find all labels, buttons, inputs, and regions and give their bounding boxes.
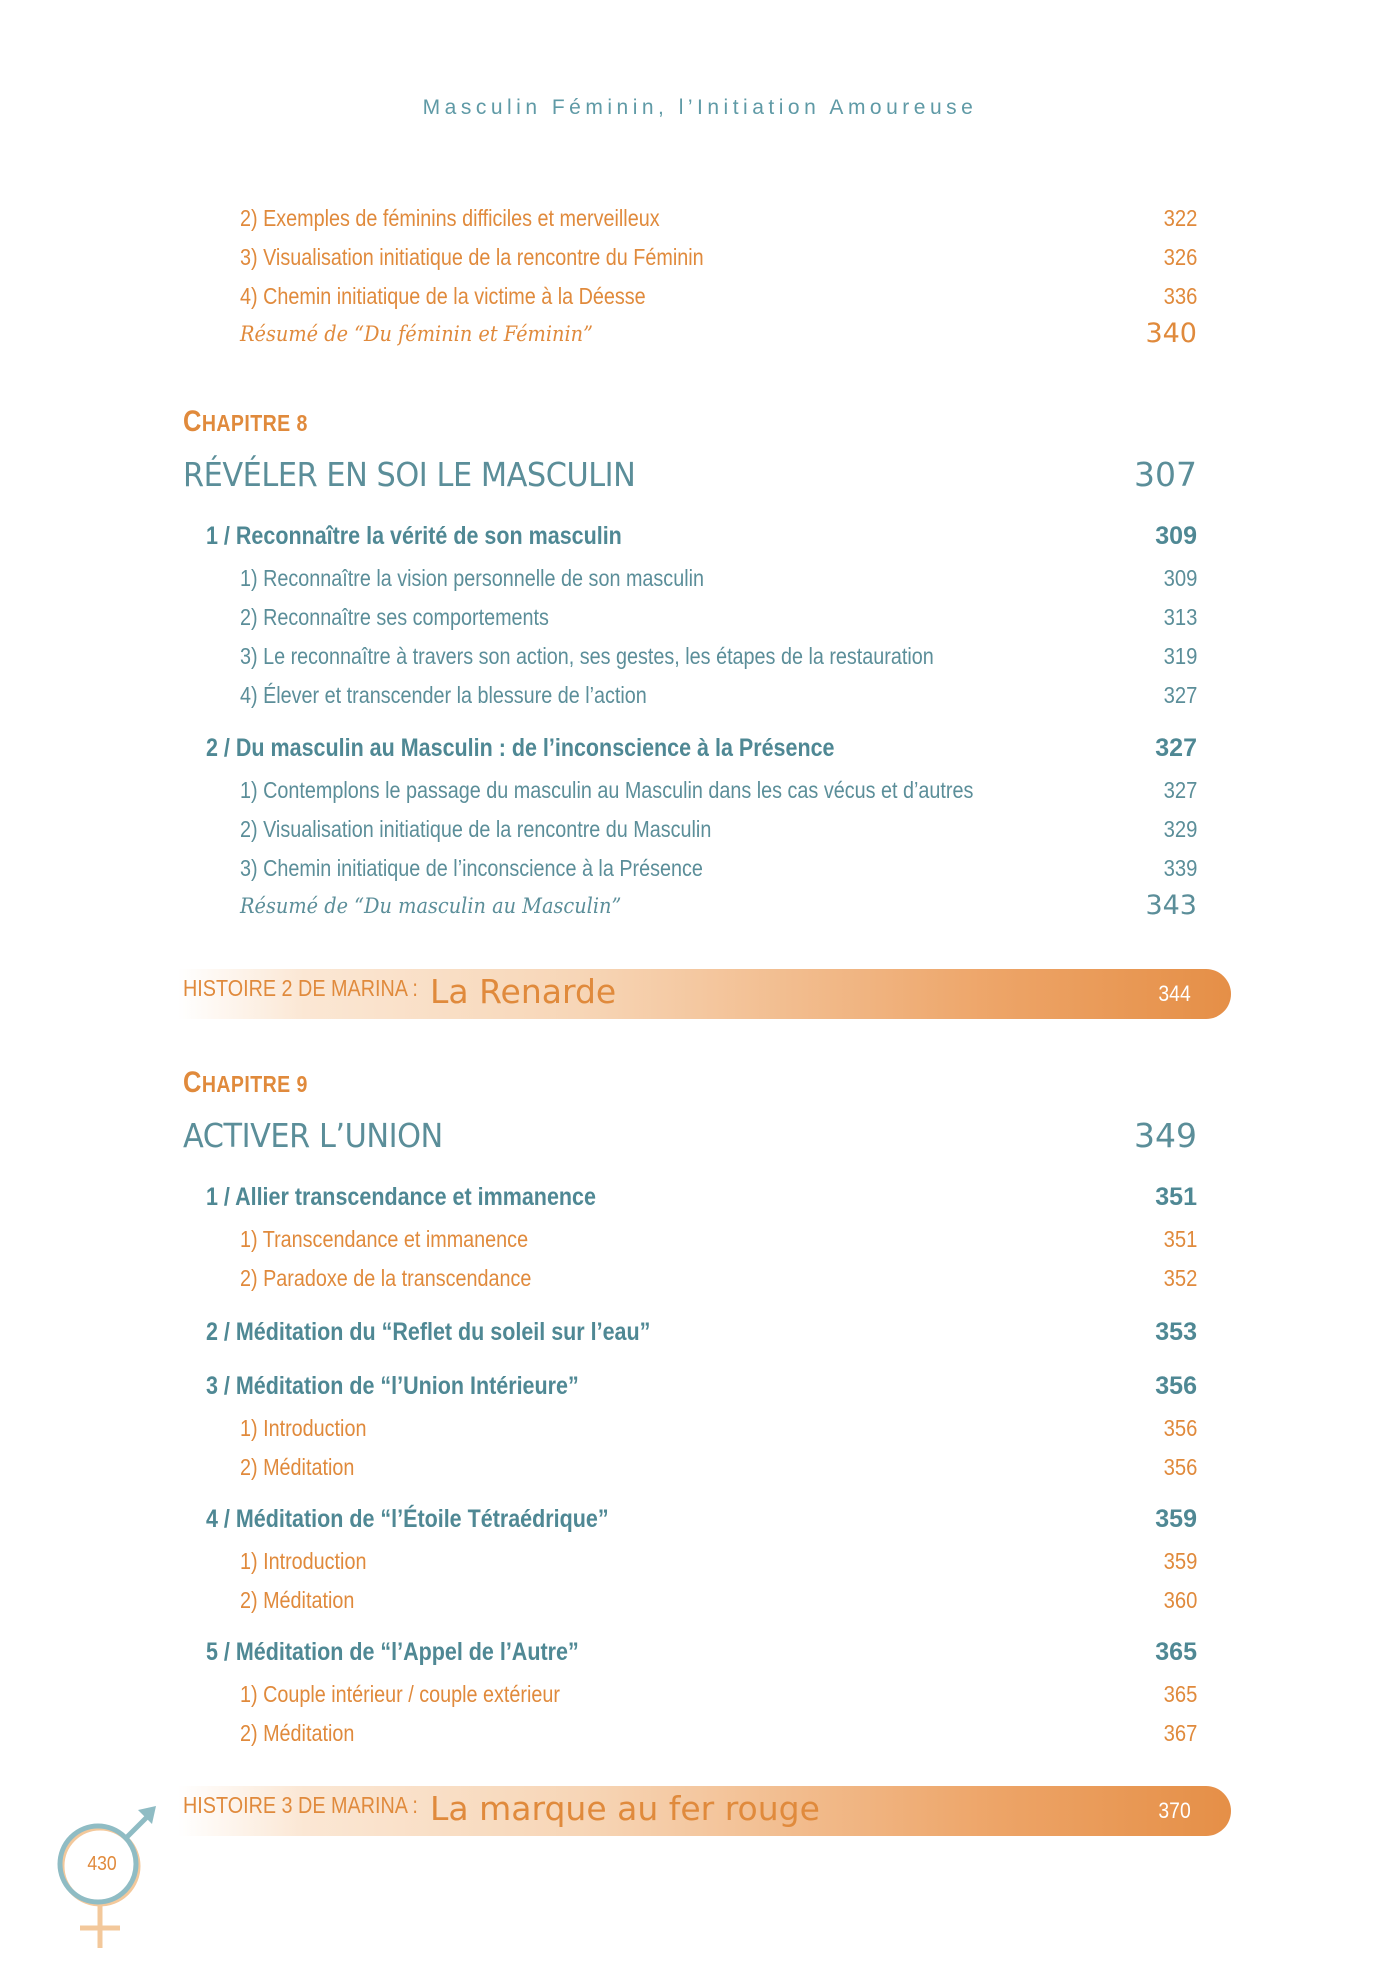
toc-section-label: 2 / Méditation du “Reflet du soleil sur l’eau” xyxy=(206,1318,651,1346)
toc-item-label: 1) Reconnaître la vision personnelle de son masculin xyxy=(240,565,704,591)
toc-section-page: 353 xyxy=(1155,1318,1197,1346)
toc-item[interactable] xyxy=(0,1415,1400,1455)
toc-item-page: 313 xyxy=(1163,604,1197,630)
toc-item-page: 327 xyxy=(1163,777,1197,803)
toc-item[interactable] xyxy=(0,643,1400,683)
chapter-label: CHAPITRE 8 xyxy=(183,405,308,438)
chapter-label: CHAPITRE 9 xyxy=(183,1066,308,1099)
toc-item-label: 2) Reconnaître ses comportements xyxy=(240,604,549,630)
toc-section[interactable] xyxy=(0,1505,1400,1545)
toc-item-page: 309 xyxy=(1163,565,1197,591)
chapter-title[interactable] xyxy=(183,1116,1197,1162)
toc-item-page: 356 xyxy=(1163,1415,1197,1441)
toc-item[interactable] xyxy=(0,1454,1400,1494)
toc-summary-label: Résumé de “Du féminin et Féminin” xyxy=(240,322,593,346)
toc-section-page: 356 xyxy=(1155,1372,1197,1400)
toc-section-label: 4 / Méditation de “l’Étoile Tétraédrique” xyxy=(206,1505,609,1533)
toc-item[interactable] xyxy=(0,816,1400,856)
toc-section-label: 1 / Allier transcendance et immanence xyxy=(206,1183,596,1211)
story-title xyxy=(183,972,617,1011)
toc-section[interactable] xyxy=(0,1318,1400,1358)
toc-item[interactable] xyxy=(0,283,1400,323)
toc-item[interactable] xyxy=(0,565,1400,605)
toc-section[interactable] xyxy=(0,734,1400,774)
toc-item-label: 2) Visualisation initiatique de la rencontre du Masculin xyxy=(240,816,712,842)
toc-item-label: 3) Le reconnaître à travers son action, ses gestes, les étapes de la restauration xyxy=(240,643,934,669)
toc-summary-page: 340 xyxy=(1145,318,1197,349)
chapter-title-text: RÉVÉLER EN SOI LE MASCULIN xyxy=(183,455,636,494)
toc-section[interactable] xyxy=(0,1638,1400,1678)
chapter-title-page: 349 xyxy=(1134,1116,1197,1155)
toc-item-page: 359 xyxy=(1163,1548,1197,1574)
toc-item-label: 1) Couple intérieur / couple extérieur xyxy=(240,1681,560,1707)
toc-item-label: 4) Chemin initiatique de la victime à la Déesse xyxy=(240,283,646,309)
page-number-emblem xyxy=(52,1798,172,1978)
story-name: La Renarde xyxy=(430,972,617,1011)
toc-section-page: 327 xyxy=(1155,734,1197,762)
toc-item-label: 1) Transcendance et immanence xyxy=(240,1226,529,1252)
running-header: Masculin Féminin, l’Initiation Amoureuse xyxy=(422,96,978,119)
toc-item-page: 356 xyxy=(1163,1454,1197,1480)
masculine-feminine-symbol-icon xyxy=(52,1798,172,1978)
toc-section-page: 351 xyxy=(1155,1183,1197,1211)
toc-item-label: 2) Méditation xyxy=(240,1720,355,1746)
toc-section-page: 359 xyxy=(1155,1505,1197,1533)
toc-item-page: 319 xyxy=(1163,643,1197,669)
chapter-title[interactable] xyxy=(183,455,1197,501)
toc-item-page: 339 xyxy=(1163,855,1197,881)
toc-item[interactable] xyxy=(0,855,1400,895)
toc-summary[interactable] xyxy=(0,318,1400,358)
toc-item-label: 2) Méditation xyxy=(240,1454,355,1480)
toc-summary-label: Résumé de “Du masculin au Masculin” xyxy=(240,894,622,918)
story-page: 344 xyxy=(1158,981,1191,1006)
toc-section-page: 309 xyxy=(1155,522,1197,550)
toc-item[interactable] xyxy=(0,1548,1400,1588)
toc-item-label: 3) Chemin initiatique de l’inconscience à la Présence xyxy=(240,855,703,881)
toc-item-page: 360 xyxy=(1163,1587,1197,1613)
toc-item-page: 352 xyxy=(1163,1265,1197,1291)
toc-item-label: 2) Exemples de féminins difficiles et merveilleux xyxy=(240,205,660,231)
toc-item[interactable] xyxy=(0,682,1400,722)
toc-item-label: 3) Visualisation initiatique de la rencontre du Féminin xyxy=(240,244,704,270)
toc-item[interactable] xyxy=(0,604,1400,644)
toc-item-page: 367 xyxy=(1163,1720,1197,1746)
toc-item-label: 1) Introduction xyxy=(240,1415,367,1441)
toc-item-page: 336 xyxy=(1163,283,1197,309)
story-banner[interactable] xyxy=(178,969,1231,1019)
toc-section-page: 365 xyxy=(1155,1638,1197,1666)
toc-section[interactable] xyxy=(0,1372,1400,1412)
toc-section[interactable] xyxy=(0,522,1400,562)
toc-item[interactable] xyxy=(0,244,1400,284)
toc-item-label: 1) Introduction xyxy=(240,1548,367,1574)
toc-item-page: 329 xyxy=(1163,816,1197,842)
toc-summary-page: 343 xyxy=(1145,890,1197,921)
toc-item[interactable] xyxy=(0,205,1400,245)
story-label: HISTOIRE 3 DE MARINA : xyxy=(183,1792,418,1818)
page-number: 430 xyxy=(87,1853,117,1875)
toc-item[interactable] xyxy=(0,1226,1400,1266)
toc-item-page: 322 xyxy=(1163,205,1197,231)
toc-item-label: 2) Paradoxe de la transcendance xyxy=(240,1265,532,1291)
toc-section[interactable] xyxy=(0,1183,1400,1223)
toc-item[interactable] xyxy=(0,1720,1400,1760)
toc-section-label: 2 / Du masculin au Masculin : de l’inconscience à la Présence xyxy=(206,734,835,762)
story-title xyxy=(183,1789,820,1828)
story-banner[interactable] xyxy=(178,1786,1231,1836)
toc-item-label: 2) Méditation xyxy=(240,1587,355,1613)
toc-item[interactable] xyxy=(0,777,1400,817)
toc-summary[interactable] xyxy=(0,890,1400,930)
toc-section-label: 3 / Méditation de “l’Union Intérieure” xyxy=(206,1372,579,1400)
toc-item-page: 327 xyxy=(1163,682,1197,708)
story-name: La marque au fer rouge xyxy=(430,1789,820,1828)
story-page: 370 xyxy=(1158,1798,1191,1823)
toc-item[interactable] xyxy=(0,1681,1400,1721)
toc-item-label: 1) Contemplons le passage du masculin au Masculin dans les cas vécus et d’autres xyxy=(240,777,974,803)
toc-section-label: 1 / Reconnaître la vérité de son masculin xyxy=(206,522,622,550)
toc-item-page: 326 xyxy=(1163,244,1197,270)
chapter-title-page: 307 xyxy=(1134,455,1197,494)
story-label: HISTOIRE 2 DE MARINA : xyxy=(183,975,418,1001)
toc-item-page: 351 xyxy=(1163,1226,1197,1252)
toc-item-label: 4) Élever et transcender la blessure de l’action xyxy=(240,682,647,708)
toc-item[interactable] xyxy=(0,1265,1400,1305)
chapter-title-text: ACTIVER L’UNION xyxy=(183,1116,443,1155)
toc-item-page: 365 xyxy=(1163,1681,1197,1707)
toc-item[interactable] xyxy=(0,1587,1400,1627)
toc-section-label: 5 / Méditation de “l’Appel de l’Autre” xyxy=(206,1638,579,1666)
